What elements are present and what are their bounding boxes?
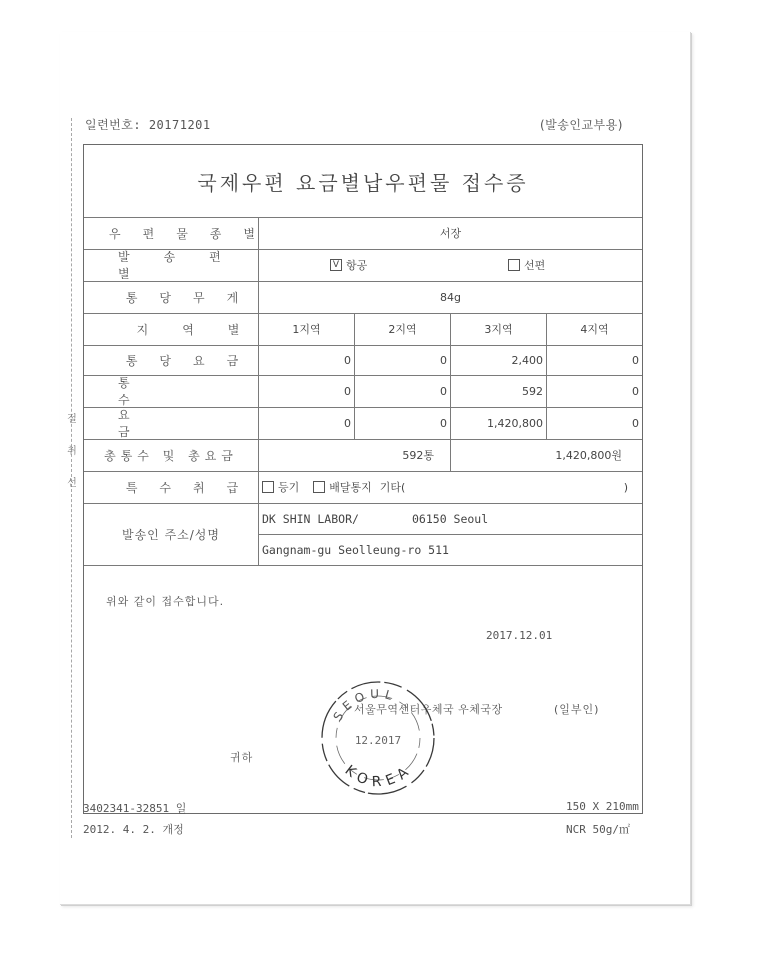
count-zone-1: 0 xyxy=(344,384,351,398)
delivery-confirm-checkbox[interactable] xyxy=(313,481,325,493)
fee-zone-4: 0 xyxy=(632,416,639,430)
form-code: 3402341-32851 일 xyxy=(83,802,187,815)
postmark-stamp xyxy=(318,678,438,798)
total-count: 592통 xyxy=(402,449,434,462)
other-close: ) xyxy=(623,480,628,494)
count-zone-4: 0 xyxy=(632,384,639,398)
zone-4-header: 4지역 xyxy=(580,323,609,336)
fee-per-item-zone-3: 2,400 xyxy=(511,353,543,367)
delivery-confirm-label: 배달통지 xyxy=(329,481,372,494)
count-label-text: 통수 xyxy=(118,376,202,407)
sender-street: Gangnam-gu Seolleung-ro 511 xyxy=(262,542,449,557)
svg-text:SEOUL xyxy=(330,687,398,724)
fee-zone-2: 0 xyxy=(440,416,447,430)
fee-zone-1: 0 xyxy=(344,416,351,430)
stamp-arc-top: SEOUL xyxy=(330,686,399,724)
fee-per-item-label: 통당요금 xyxy=(125,353,261,368)
paper-spec: NCR 50g/㎡ xyxy=(566,823,630,836)
cut-line-char-2: 취 xyxy=(67,446,77,457)
serial-number: 일련번호: 20171201 xyxy=(85,118,211,132)
shipping-label: 발송편별 xyxy=(118,250,255,281)
fee-label xyxy=(118,407,238,439)
fee-per-item-zone-2: 0 xyxy=(440,353,447,367)
air-checkbox[interactable]: V xyxy=(330,259,342,271)
zone-1-header: 1지역 xyxy=(292,323,321,336)
fee-per-item-zone-1: 0 xyxy=(344,353,351,367)
count-label xyxy=(118,375,238,407)
stamp-date: 12.2017 xyxy=(354,734,402,747)
weight-value: 84g xyxy=(440,290,461,304)
recipient-suffix: 귀하 xyxy=(230,751,254,764)
special-handling-label: 특수취급 xyxy=(125,480,261,495)
weight-label: 통당무게 xyxy=(125,290,261,305)
seal-note: (일부인) xyxy=(554,703,600,716)
copy-purpose: (발송인교부용) xyxy=(540,118,623,132)
fee-per-item-zone-4: 0 xyxy=(632,353,639,367)
count-zone-2: 0 xyxy=(440,384,447,398)
post-office: 서울무역센터우체국 우체국장 xyxy=(354,703,503,716)
sender-name: DK SHIN LABOR/ xyxy=(262,511,359,526)
mail-type-value: 서장 xyxy=(439,227,462,240)
air-label: 항공 xyxy=(346,259,368,272)
sender-city: 06150 Seoul xyxy=(412,511,489,526)
sea-option[interactable] xyxy=(508,249,545,281)
sea-label: 선편 xyxy=(524,259,546,272)
totals-label: 총통수 및 총요금 xyxy=(104,448,238,463)
count-zone-3: 592 xyxy=(522,384,543,398)
svg-text:KOREA xyxy=(342,761,417,790)
sender-label: 발송인 주소/성명 xyxy=(121,527,220,542)
air-option[interactable] xyxy=(330,249,367,281)
cut-line-char-1: 절 xyxy=(67,414,77,425)
total-amount: 1,420,800원 xyxy=(555,449,622,462)
stamp-arc-bottom: KOREA xyxy=(341,760,417,791)
cut-line-char-3: 선 xyxy=(67,478,77,489)
form-title: 국제우편 요금별납우편물 접수증 xyxy=(197,170,529,195)
fee-zone-3: 1,420,800 xyxy=(487,416,543,430)
other-label: 기타( xyxy=(379,481,406,494)
zone-2-header: 2지역 xyxy=(388,323,417,336)
registered-checkbox[interactable] xyxy=(262,481,274,493)
zone-3-header: 3지역 xyxy=(484,323,513,336)
zones-label: 지역별 xyxy=(136,322,274,337)
mail-type-label: 우편물종별 xyxy=(109,226,277,241)
registered-label: 등기 xyxy=(278,481,300,494)
receipt-date: 2017.12.01 xyxy=(486,629,553,642)
special-handling-options xyxy=(262,471,638,503)
received-statement: 위와 같이 접수합니다. xyxy=(106,595,225,608)
revision-date: 2012. 4. 2. 개정 xyxy=(83,823,184,836)
form-size: 150 X 210mm xyxy=(566,800,639,813)
fee-label-text: 요금 xyxy=(118,408,202,439)
sea-checkbox[interactable] xyxy=(508,259,520,271)
